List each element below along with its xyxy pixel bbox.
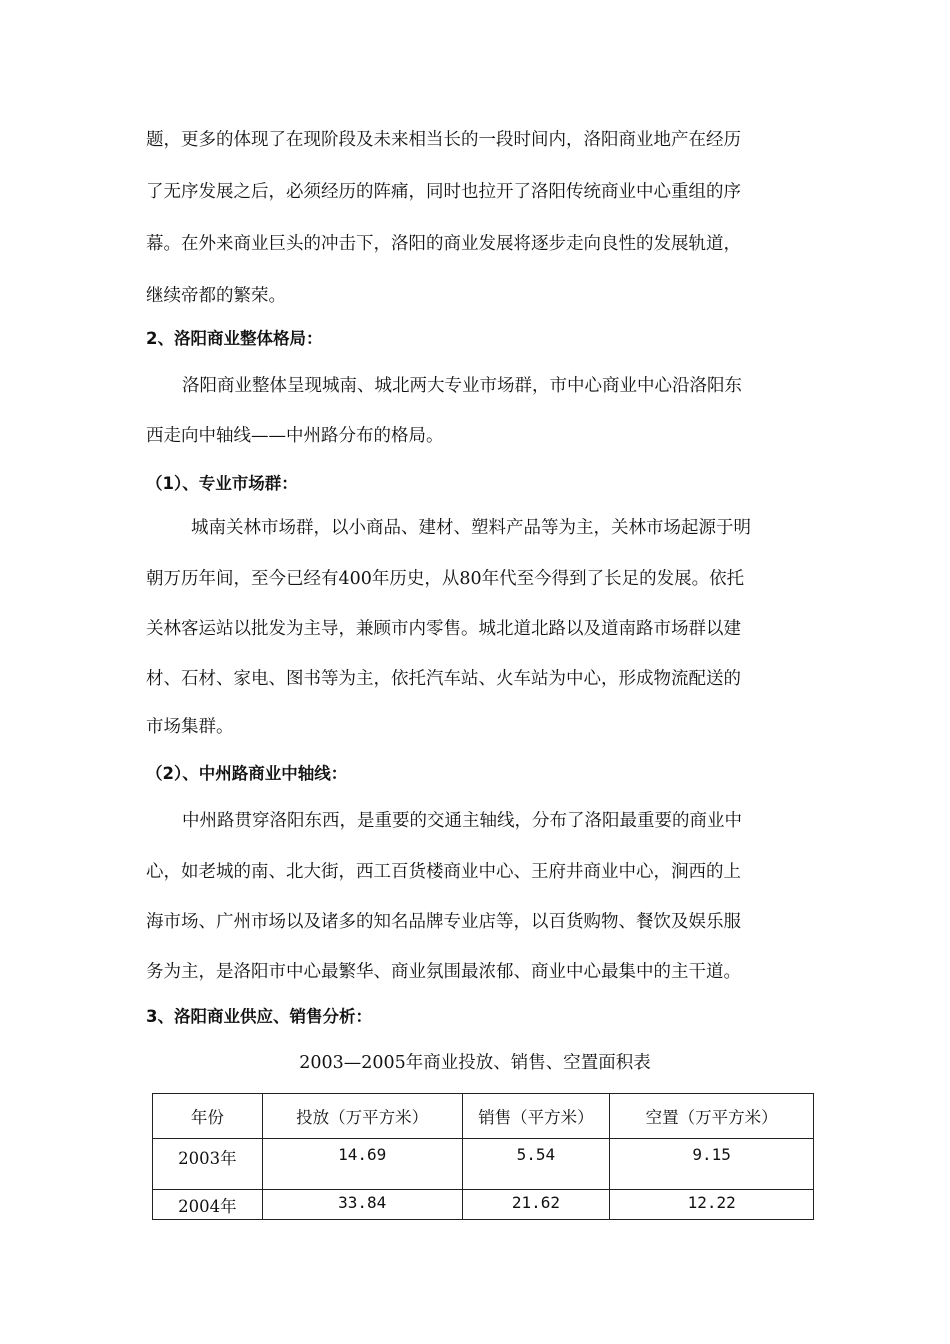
section-3-heading: 3、洛阳商业供应、销售分析：	[146, 1007, 372, 1026]
section-2-heading: 2、洛阳商业整体格局：	[146, 329, 323, 348]
subsection-2-line-2: 心，如老城的南、北大街，西工百货楼商业中心、王府井商业中心，涧西的上	[146, 862, 741, 882]
intro-line-1: 题，更多的体现了在现阶段及未来相当长的一段时间内，洛阳商业地产在经历	[146, 130, 741, 150]
header-vacancy: 空置（万平方米）	[610, 1094, 814, 1139]
cell-supply: 14.69	[262, 1139, 462, 1190]
cell-year: 2003年	[153, 1139, 263, 1190]
cell-vacancy: 12.22	[610, 1190, 814, 1220]
subsection-2-line-3: 海市场、广州市场以及诸多的知名品牌专业店等，以百货购物、餐饮及娱乐服	[146, 912, 741, 932]
header-year: 年份	[153, 1094, 263, 1139]
cell-sales: 21.62	[462, 1190, 610, 1220]
cell-year: 2004年	[153, 1190, 263, 1220]
intro-line-2: 了无序发展之后，必须经历的阵痛，同时也拉开了洛阳传统商业中心重组的序	[146, 182, 741, 202]
subsection-1-heading: （1）、专业市场群：	[146, 474, 298, 493]
cell-sales: 5.54	[462, 1139, 610, 1190]
section-2-para-line-1: 洛阳商业整体呈现城南、城北两大专业市场群，市中心商业中心沿洛阳东	[182, 376, 742, 396]
subsection-2-line-4: 务为主，是洛阳市中心最繁华、商业氛围最浓郁、商业中心最集中的主干道。	[146, 962, 741, 982]
subsection-2-heading: （2）、中州路商业中轴线：	[146, 764, 348, 783]
table-header-row	[153, 1094, 814, 1139]
cell-supply: 33.84	[262, 1190, 462, 1220]
section-2-para-line-2: 西走向中轴线——中州路分布的格局。	[146, 426, 444, 446]
intro-line-4: 继续帝都的繁荣。	[146, 286, 286, 306]
subsection-1-line-3: 关林客运站以批发为主导，兼顾市内零售。城北道北路以及道南路市场群以建	[146, 619, 741, 639]
subsection-1-line-5: 市场集群。	[146, 717, 234, 737]
header-supply: 投放（万平方米）	[262, 1094, 462, 1139]
table-row	[153, 1190, 814, 1220]
table-row	[153, 1139, 814, 1190]
table-caption: 2003—2005年商业投放、销售、空置面积表	[299, 1053, 651, 1073]
header-sales: 销售（平方米）	[462, 1094, 610, 1139]
subsection-1-line-1: 城南关林市场群，以小商品、建材、塑料产品等为主，关林市场起源于明	[191, 518, 751, 538]
area-table	[152, 1093, 814, 1220]
subsection-2-line-1: 中州路贯穿洛阳东西，是重要的交通主轴线，分布了洛阳最重要的商业中	[182, 811, 742, 831]
subsection-1-line-4: 材、石材、家电、图书等为主，依托汽车站、火车站为中心，形成物流配送的	[146, 669, 741, 689]
cell-vacancy: 9.15	[610, 1139, 814, 1190]
intro-line-3: 幕。在外来商业巨头的冲击下，洛阳的商业发展将逐步走向良性的发展轨道，	[146, 234, 741, 254]
subsection-1-line-2: 朝万历年间，至今已经有400年历史，从80年代至今得到了长足的发展。依托	[146, 569, 745, 589]
